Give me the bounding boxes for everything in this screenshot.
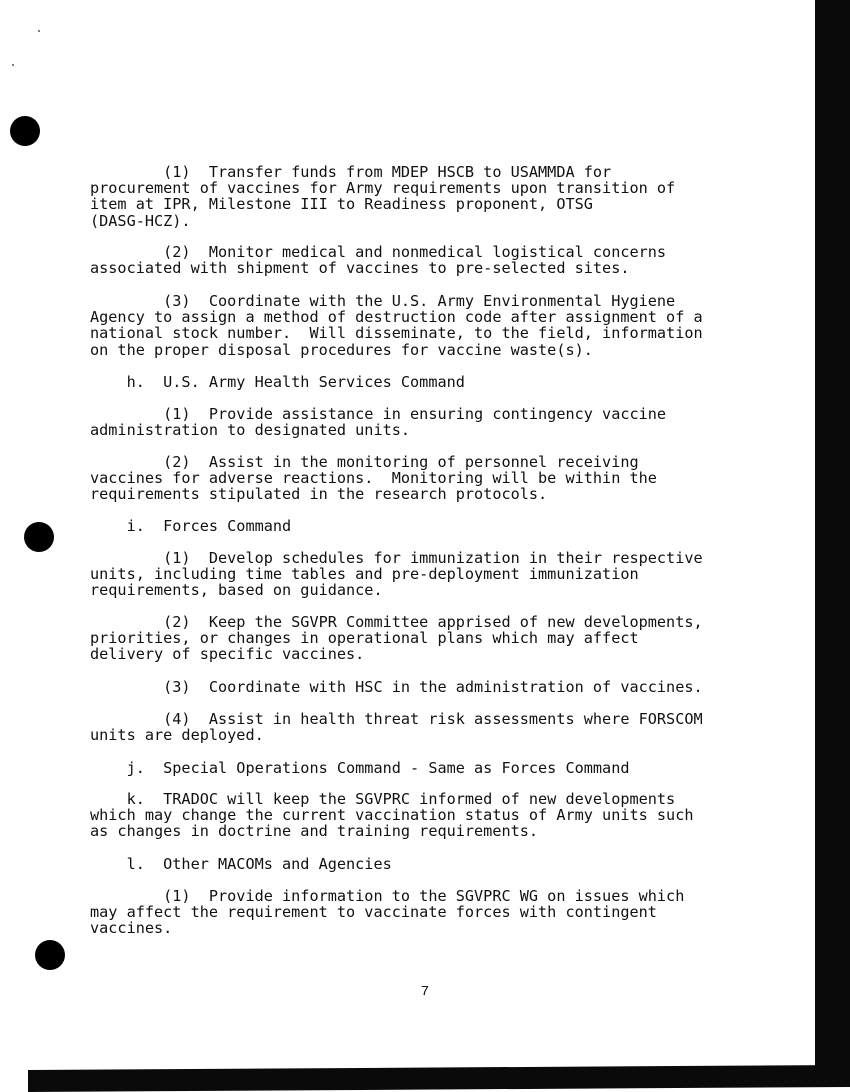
punch-hole-middle (24, 522, 54, 552)
section-heading-l: l. Other MACOMs and Agencies (90, 855, 392, 873)
paragraph-g1: (1) Transfer funds from MDEP HSCB to USAMMDA for procurement of vaccines for Army requirements upon transition of item at IPR, Milestone III to Readiness proponent, OTSG (DASG-HCZ). (90, 163, 676, 230)
punch-hole-bottom (35, 940, 65, 970)
paragraph-h2: (2) Assist in the monitoring of personnel receiving vaccines for adverse reactions. Monitoring will be within the requirements stipulated in the research protocols. (90, 453, 657, 504)
paragraph-l1: (1) Provide information to the SGVPRC WG on issues which may affect the requirement to vaccinate forces with contingent vaccines. (90, 887, 685, 938)
paragraph-g3: (3) Coordinate with the U.S. Army Environmental Hygiene Agency to assign a method of destruction code after assignment of a national stock number. Will disseminate, to the field, information on the proper disposal procedures for vaccine waste(s). (90, 292, 703, 359)
paragraph-k: k. TRADOC will keep the SGVPRC informed of new developments which may change the current vaccination status of Army units such as changes in doctrine and training requirements. (90, 790, 694, 841)
scan-border-right (815, 0, 850, 1070)
paragraph-i1: (1) Develop schedules for immunization in their respective units, including time tables and pre-deployment immunization requirements, based on guidance. (90, 549, 703, 600)
section-heading-j: j. Special Operations Command - Same as Forces Command (90, 759, 630, 777)
scan-border-bottom (28, 1065, 850, 1092)
paragraph-i2: (2) Keep the SGVPR Committee apprised of new developments, priorities, or changes in operational plans which may affect delivery of specific vaccines. (90, 613, 703, 664)
scan-speck (12, 64, 14, 66)
section-heading-i: i. Forces Command (90, 517, 292, 535)
punch-hole-top (10, 116, 40, 146)
paragraph-g2: (2) Monitor medical and nonmedical logistical concerns associated with shipment of vaccines to pre-selected sites. (90, 243, 667, 278)
page-number: 7 (420, 984, 430, 1000)
section-heading-h: h. U.S. Army Health Services Command (90, 373, 465, 391)
paragraph-i4: (4) Assist in health threat risk assessments where FORSCOM units are deployed. (90, 710, 703, 745)
paragraph-i3: (3) Coordinate with HSC in the administration of vaccines. (90, 678, 703, 696)
scan-speck (38, 30, 40, 32)
paragraph-h1: (1) Provide assistance in ensuring contingency vaccine administration to designated units. (90, 405, 667, 440)
